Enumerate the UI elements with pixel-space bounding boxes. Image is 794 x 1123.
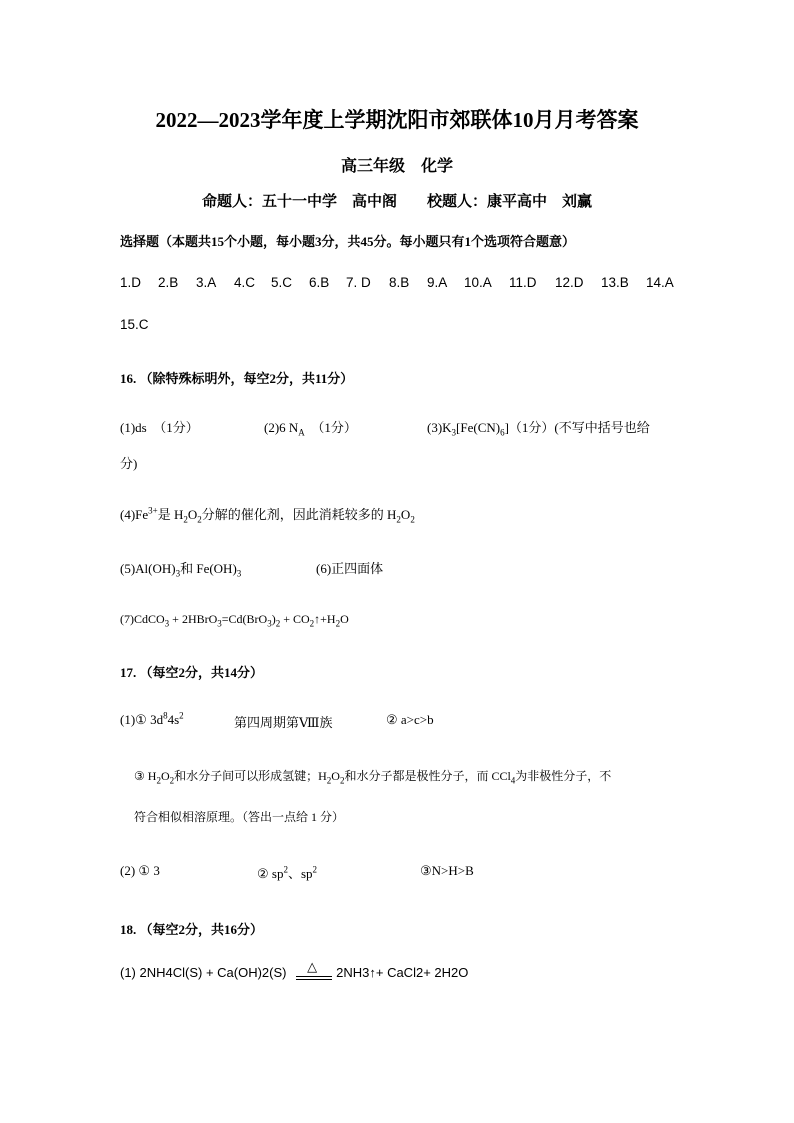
q17-answer-1b: 第四周期第Ⅷ族 — [234, 715, 333, 730]
q16-answer-4: $(4)Fe^{3+}$是 $H_2O_2$分解的催化剂，因此消耗较多的 $H_2O_2$ — [120, 505, 415, 525]
answer-item: 8.B — [389, 275, 410, 290]
answer-item: 11.D — [509, 275, 537, 290]
equation-left-side: (1) 2NH4Cl(S) + Ca(OH)2(S) — [120, 965, 287, 980]
authors-line: 命题人：五十一中学 高中阁 校题人：康平高中 刘赢 — [201, 194, 592, 210]
answer-item: 3.A — [196, 275, 217, 290]
answer-item: 5.C — [271, 275, 293, 290]
equals-line-top — [296, 976, 332, 977]
answer-item: 9.A — [427, 275, 448, 290]
answer-item: 14.A — [646, 275, 674, 290]
answer-item: 1.D — [120, 275, 142, 290]
q17-answer-2a: (2) ① 3 — [120, 863, 160, 878]
q17-answer-2c: ③N>H>B — [420, 863, 474, 878]
answer-item: 6.B — [309, 275, 330, 290]
answer-item: 13.B — [601, 275, 629, 290]
q16-answer-3-continued: 分) — [120, 456, 138, 471]
answer-item: 10.A — [464, 275, 492, 290]
answer-item: 15.C — [120, 317, 149, 332]
q16-answer-5: $(5)Al(OH)_3$和 $Fe(OH)_3$ — [120, 561, 242, 579]
q17-answer-1a: (1)① $3d^84s^2$ — [120, 710, 184, 727]
q18-heading: 18. （每空2分，共16分） — [120, 922, 264, 937]
q16-answer-1: (1)ds （1分） — [120, 420, 199, 435]
answer-item: 2.B — [158, 275, 179, 290]
q17-answer-1c: ② a>c>b — [386, 712, 434, 727]
answer-item: 4.C — [234, 275, 256, 290]
q16-heading: 16. （除特殊标明外，每空2分，共11分） — [120, 371, 354, 386]
q16-answer-6: (6)正四面体 — [316, 561, 384, 576]
q17-answer-1-part3-continued: 符合相似相溶原理。（答出一点给 1 分） — [134, 810, 345, 824]
choice-answers-row — [120, 275, 680, 293]
page-title: 2022—2023学年度上学期沈阳市郊联体10月月考答案 — [155, 108, 639, 132]
heat-condition-equals-sign — [296, 959, 334, 979]
q16-answer-3: $(3)K_3[Fe(CN)_6](1$分）(不写中括号也给 — [427, 420, 650, 438]
q16-answer-7-equation: (7)CdCO$_3$ + $2HBrO_3=Cd(BrO_3)_2$ + $CO_2↑+H_2O$ — [120, 612, 349, 629]
equals-line-bottom — [296, 979, 332, 980]
answer-item: 7. D — [346, 275, 371, 290]
q17-answer-2b: ② $sp^2$、$sp^2$ — [257, 864, 318, 881]
q17-answer-1-part3: ③ $H_2O_2$和水分子间可以形成氢键；$H_2O_2$和水分子都是极性分子，而 CCl$_4$为非极性分子，不 — [134, 769, 612, 786]
q17-heading: 17. （每空2分，共14分） — [120, 665, 264, 680]
q16-answer-2: (2)6 $N_A$ （1分） — [264, 420, 357, 438]
grade-subject-subtitle: 高三年级 化学 — [340, 158, 453, 175]
q18-answer-1-equation — [120, 959, 469, 980]
delta-heat-icon: △ — [307, 959, 318, 974]
equation-right-side: 2NH3↑+ CaCl2+ 2H2O — [336, 965, 469, 980]
choice-section-heading: 选择题（本题共15个小题，每小题3分，共45分。每小题只有1个选项符合题意） — [120, 234, 576, 249]
answer-item: 12.D — [555, 275, 584, 290]
